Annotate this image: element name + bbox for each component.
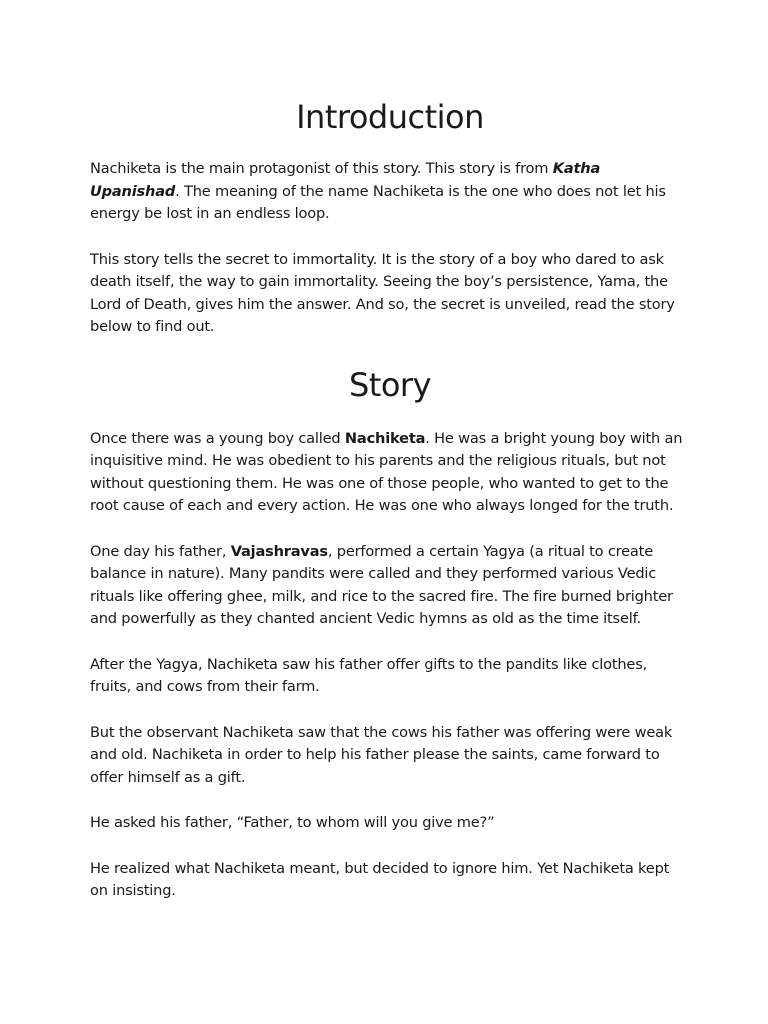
story-paragraph-4: But the observant Nachiketa saw that the cows his father was offering were weak and old. Nachiketa in order to help his father please the saints, came forward to offer himself as a gift.	[90, 723, 673, 786]
intro-paragraph-2: This story tells the secret to immortality. It is the story of a boy who dared to ask death itself, the way to gain immortality. Seeing the boy’s persistence, Yama, the Lord of Death, gives him the answer. And so, the secret is unveiled, read the story below to find out.	[90, 250, 675, 335]
document-page	[90, 94, 690, 926]
story-paragraph-2	[90, 541, 690, 631]
story-paragraph-6: He realized what Nachiketa meant, but decided to ignore him. Yet Nachiketa kept on insisting.	[90, 859, 670, 899]
story-p1-text-end: . He was a bright young boy with an inquisitive mind. He was obedient to his parents and the religious rituals, but not without questioning them. He was one of those people, who wanted to get to the root cause of each and every action. He was one who always longed for the truth.	[90, 429, 683, 514]
story-heading: Story	[348, 365, 432, 404]
nachiketa-emphasis: Nachiketa	[344, 429, 426, 447]
katha-upanishad-emphasis: Katha Upanishad	[90, 160, 601, 200]
story-paragraph-3: After the Yagya, Nachiketa saw his father offer gifts to the pandits like clothes, fruits, and cows from their farm.	[90, 655, 648, 695]
story-paragraph-1	[90, 428, 690, 518]
introduction-heading: Introduction	[296, 98, 484, 136]
intro-p1-text-start: Nachiketa is the main protagonist of this story. This story is from	[90, 160, 553, 177]
story-p1-text-start: Once there was a young boy called	[90, 429, 345, 447]
story-paragraph-5: He asked his father, “Father, to whom will you give me?”	[90, 814, 495, 831]
story-p2-text-end: , performed a certain Yagya (a ritual to create balance in nature). Many pandits were called and they performed various Vedic rituals like offering ghee, milk, and rice to the sacred fire. The fire burned brighter and powerfully as they chanted ancient Vedic hymns as old as the time itself.	[90, 542, 673, 627]
vajashravas-emphasis: Vajashravas	[230, 542, 328, 560]
intro-paragraph-1	[90, 158, 690, 226]
story-p2-text-start: One day his father,	[90, 542, 231, 560]
intro-p1-text-end: . The meaning of the name Nachiketa is the one who does not let his energy be lost in an endless loop.	[90, 182, 666, 222]
